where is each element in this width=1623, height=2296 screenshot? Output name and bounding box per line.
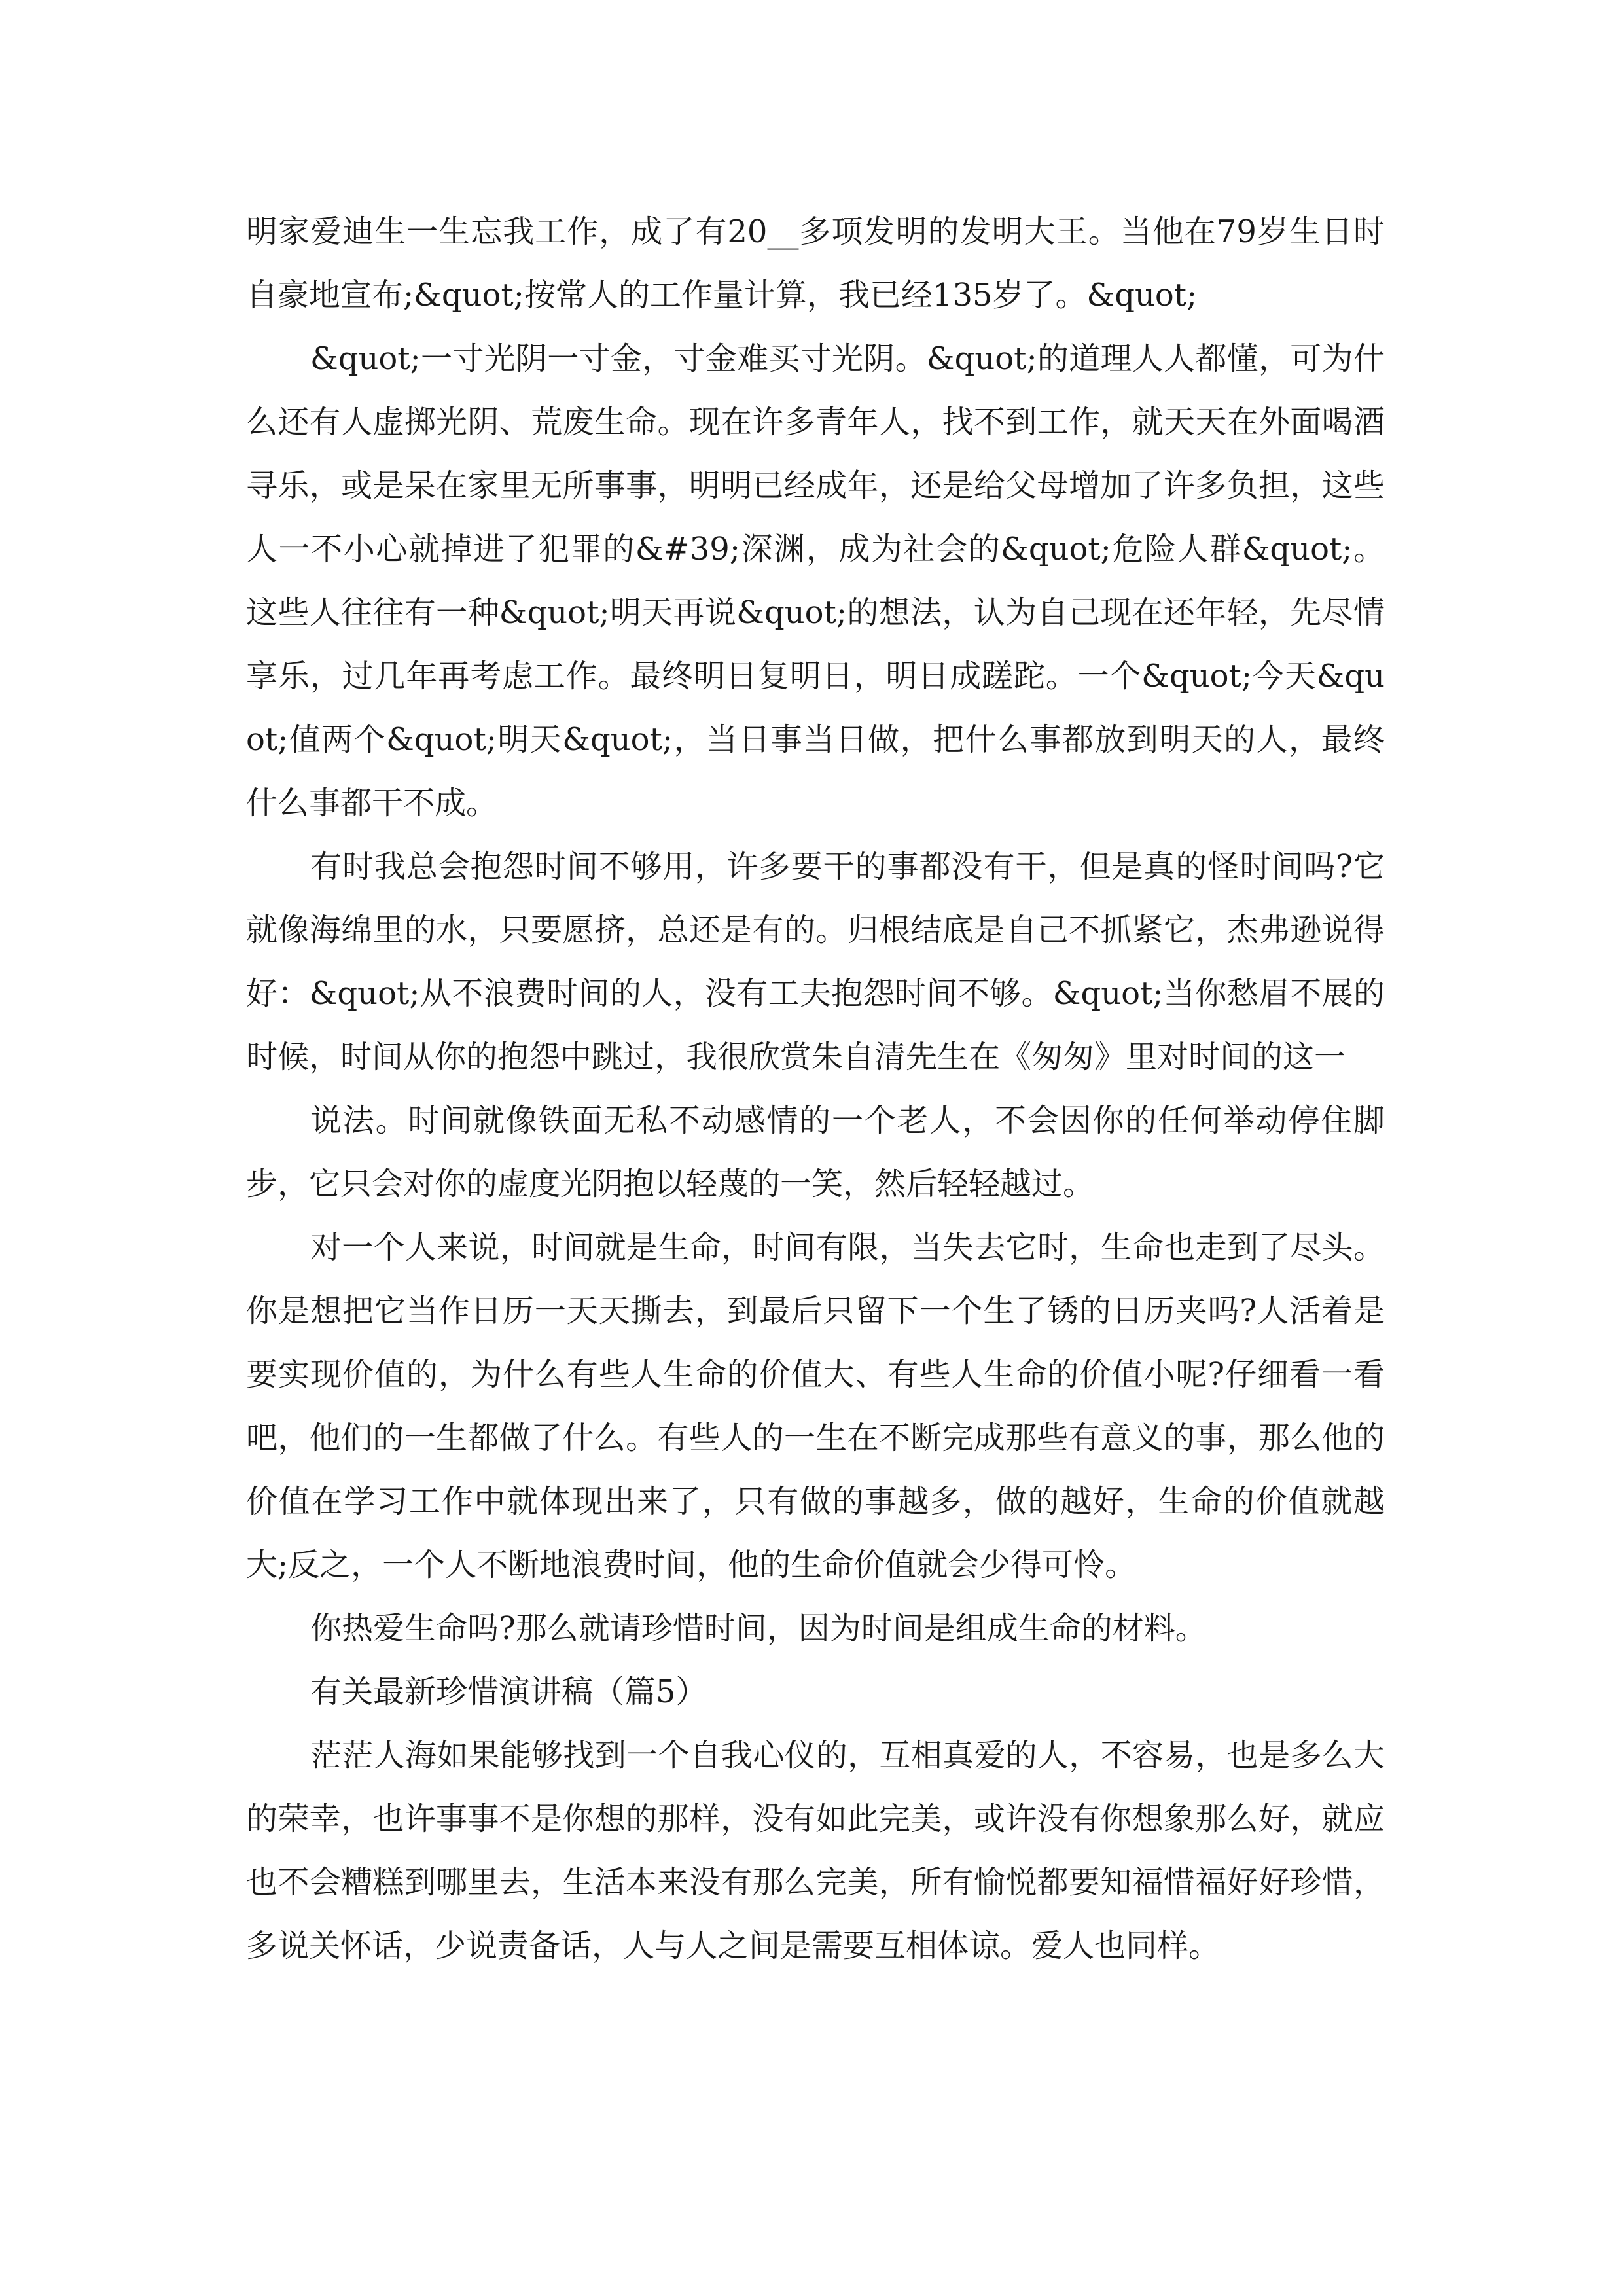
paragraph: 有时我总会抱怨时间不够用，许多要干的事都没有干，但是真的怪时间吗?它就像海绵里的水，只要愿挤，总还是有的。归根结底是自己不抓紧它，杰弗逊说得好：&quot;从不浪费时间的人，没有工夫抱怨时间不够。&quot;当你愁眉不展的时候，时间从你的抱怨中跳过，我很欣赏朱自清先生在《匆匆》里对时间的这一 bbox=[246, 848, 1385, 1075]
document-body bbox=[246, 200, 1385, 1978]
paragraph: 说法。时间就像铁面无私不动感情的一个老人，不会因你的任何举动停住脚步，它只会对你的虚度光阴抱以轻蔑的一笑，然后轻轻越过。 bbox=[246, 1102, 1385, 1202]
paragraph: 对一个人来说，时间就是生命，时间有限，当失去它时，生命也走到了尽头。你是想把它当作日历一天天撕去，到最后只留下一个生了锈的日历夹吗?人活着是要实现价值的，为什么有些人生命的价值大、有些人生命的价值小呢?仔细看一看吧，他们的一生都做了什么。有些人的一生在不断完成那些有意义的事，那么他的价值在学习工作中就体现出来了，只有做的事越多，做的越好，生命的价值就越大;反之，一个人不断地浪费时间，他的生命价值就会少得可怜。 bbox=[246, 1229, 1385, 1583]
section-heading: 有关最新珍惜演讲稿（篇5） bbox=[310, 1674, 707, 1710]
paragraph: 明家爱迪生一生忘我工作，成了有20__多项发明的发明大王。当他在79岁生日时自豪地宣布;&quot;按常人的工作量计算，我已经135岁了。&quot; bbox=[246, 213, 1385, 314]
paragraph: 茫茫人海如果能够找到一个自我心仪的，互相真爱的人，不容易，也是多么大的荣幸，也许事事不是你想的那样，没有如此完美，或许没有你想象那么好，就应也不会糟糕到哪里去，生活本来没有那么完美，所有愉悦都要知福惜福好好珍惜，多说关怀话，少说责备话，人与人之间是需要互相体谅。爱人也同样。 bbox=[246, 1737, 1385, 1964]
paragraph: 你热爱生命吗?那么就请珍惜时间，因为时间是组成生命的材料。 bbox=[310, 1610, 1207, 1647]
paragraph: &quot;一寸光阴一寸金，寸金难买寸光阴。&quot;的道理人人都懂，可为什么还有人虚掷光阴、荒废生命。现在许多青年人，找不到工作，就天天在外面喝酒寻乐，或是呆在家里无所事事，明明已经成年，还是给父母增加了许多负担，这些人一不小心就掉进了犯罪的&#39;深渊，成为社会的&quot;危险人群&quot;。这些人往往有一种&quot;明天再说&quot;的想法，认为自己现在还年轻，先尽情享乐，过几年再考虑工作。最终明日复明日，明日成蹉跎。一个&quot;今天&quot;值两个&quot;明天&quot;，当日事当日做，把什么事都放到明天的人，最终什么事都干不成。 bbox=[246, 340, 1385, 821]
